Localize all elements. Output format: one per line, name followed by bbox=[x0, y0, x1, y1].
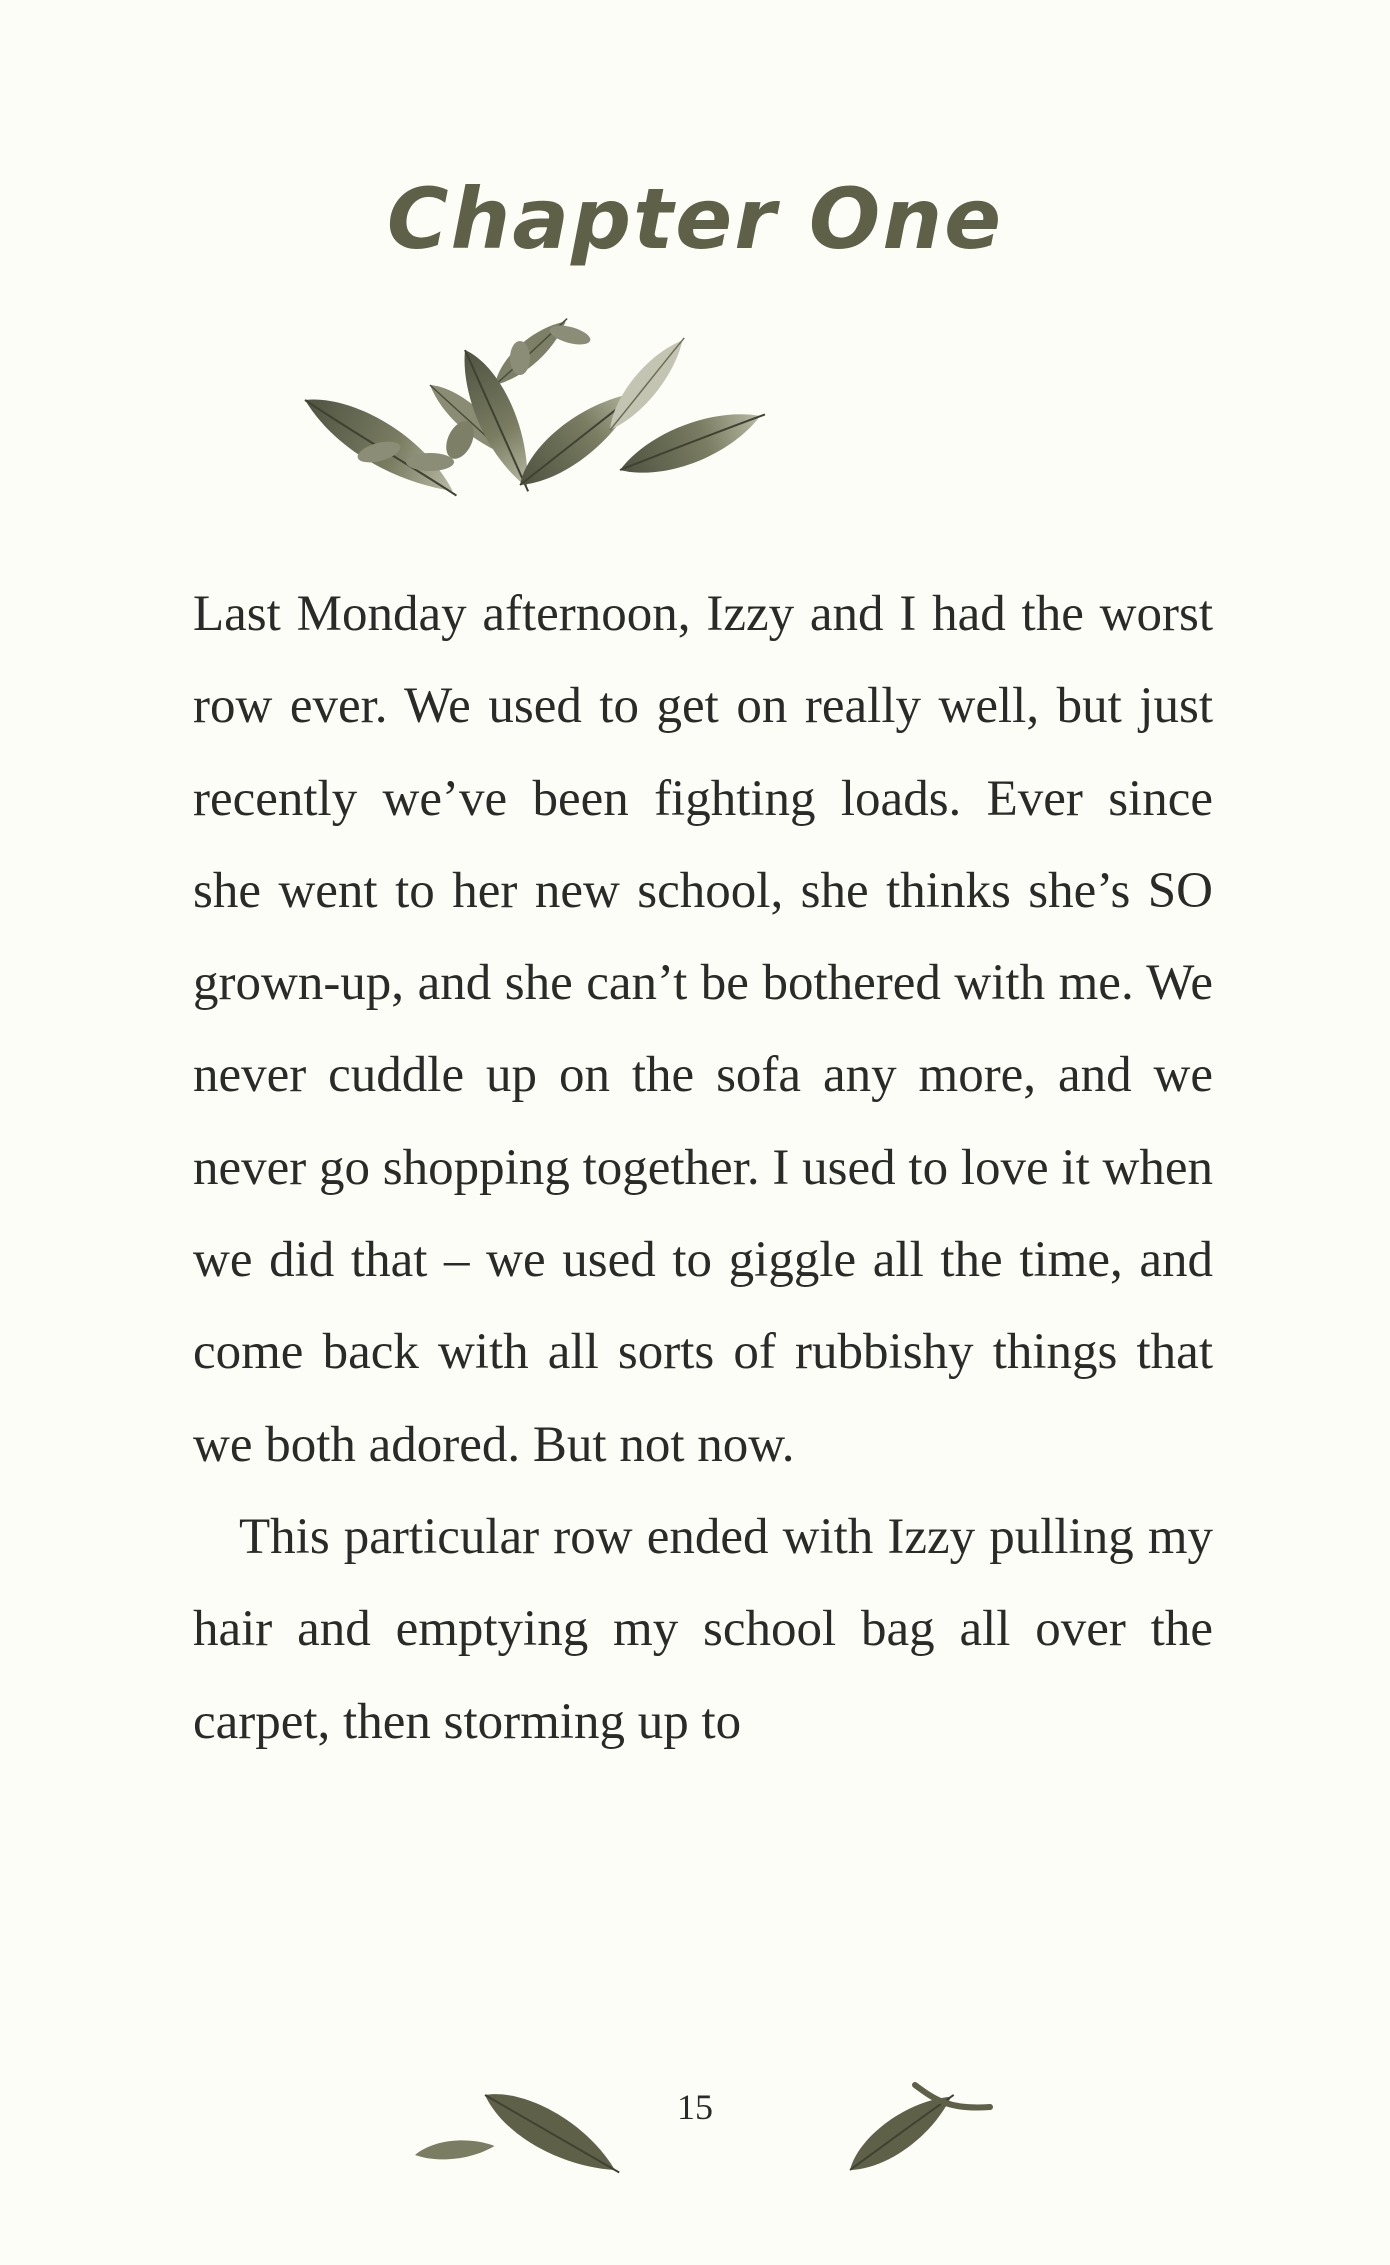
page-number: 15 bbox=[677, 2087, 713, 2127]
feather-icon bbox=[410, 2080, 640, 2190]
page-footer bbox=[0, 2060, 1390, 2200]
paragraph: This particular row ended with Izzy pulling my hair and emptying my school bag all over the carpet, then storming up to bbox=[193, 1508, 1213, 1750]
feather-icon bbox=[840, 2075, 1010, 2190]
chapter-title: Chapter One bbox=[386, 170, 1004, 268]
feathers-and-buttons-icon bbox=[280, 290, 1060, 540]
paragraph: Last Monday afternoon, Izzy and I had the worst row ever. We used to get on really well, but just recently we’ve been fighting loads. Ever since she went to her new school, she thinks she’s SO grown-up, and she can’t be bothered with me. We never cuddle up on the sofa any more, and we never go shopping together. I used to love it when we did that – we used to giggle all the time, and come back with all sorts of rubbishy things that we both adored. But not now. bbox=[193, 586, 1213, 1473]
chapter-body bbox=[193, 568, 1213, 1768]
